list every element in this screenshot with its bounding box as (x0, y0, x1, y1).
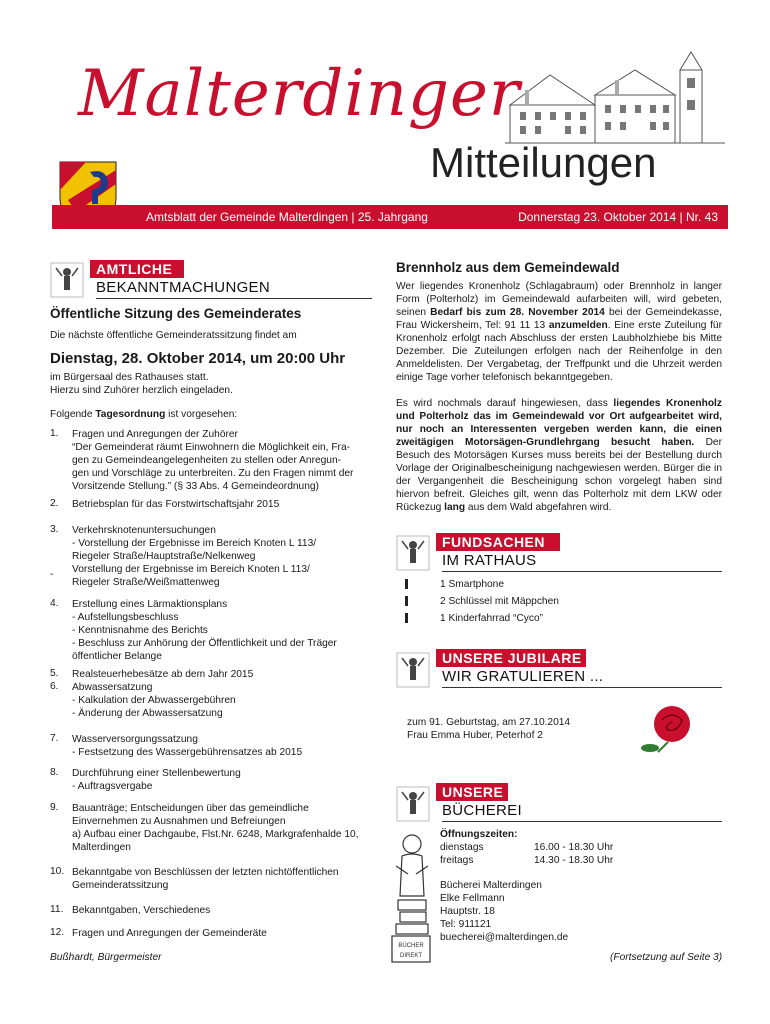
section-title-amtliche: AMTLICHE (90, 260, 184, 278)
section-sub-bekanntmachungen: BEKANNTMACHUNGEN (96, 279, 372, 299)
lib-day: freitags (440, 855, 474, 866)
lib-time: 14.30 - 18.30 Uhr (534, 855, 614, 866)
agenda-intro: Folgende Tagesordnung ist vorgesehen: (50, 409, 238, 420)
banner-right: Donnerstag 23. Oktober 2014 | Nr. 43 (518, 210, 718, 224)
section-title-fundsachen: FUNDSACHEN (436, 533, 560, 551)
town-crier-icon (396, 535, 430, 571)
agenda-item-line: Verkehrsknotenuntersuchungen (72, 525, 216, 536)
agenda-item-line: Abwassersatzung (72, 682, 153, 693)
agenda-item-line: - Kenntnisnahme des Berichts (72, 625, 208, 636)
heading-oeffentliche-sitzung: Öffentliche Sitzung des Gemeinderates (50, 306, 302, 321)
agenda-item-line: - Aufstellungsbeschluss (72, 612, 179, 623)
agenda-item-number: 3. (50, 524, 59, 535)
agenda-item (72, 498, 382, 511)
agenda-item-line: Betriebsplan für das Forstwirtschaftsjahr 2015 (72, 499, 280, 510)
agenda-item-line: gen zu Gemeindeangelegenheiten zu stellen oder Anregun- (72, 455, 342, 466)
agenda-item (72, 802, 382, 854)
section-sub-rathaus: IM RATHAUS (442, 552, 722, 572)
agenda-item-line: Bekanntgabe von Beschlüssen der letzten nichtöffentlichen (72, 867, 339, 878)
signature: Bußhardt, Bürgermeister (50, 952, 162, 963)
brennholz-text: Wer liegendes Kronenholz (Schlagabraum) oder Brennholz in langer Form (Polterholz) im Gemeindewald aufarbeiten will, wird gebeten, seinen Bedarf bis zum 28. November 2014 bei der Gemeindekasse, Frau Wickersheim, Tel: 91 11 13 anzumelden. Eine erste Zuteilung für Kronenholz erfolgt nach Abschluss der ersten Laubholzhiebe bis Mitte Dezember. Die Zuteilungen erfolgen nach der Reihenfolge in den Anmeldelisten. Der Vergabetag, der Treffpunkt und die Uhrzeit werden einige Tage vorher telefonisch bekanntgegeben. Es wird nochmals darauf hingewiesen, dass liegendes Kronenholz und Polterholz das im Gemeindewald vor Ort aufgearbeitet wird, nur noch an Interessenten vergeben werden kann, die einen zweitägigen Motorsägen-Grundlehrgang besucht haben. Der Besuch des Motorsägen Kurses muss bereits bei der Bestellung durch Vorlage der Originalbescheinigung nachgewiesen werden. Bürger die in der Vergangenheit die Bescheinigung schon vorgelegt haben sind hiervon befreit. Gleiches gilt, wenn das Polterholz mit dem LKW oder Rückezug lang aus dem Wald abgefahren wird. (396, 281, 722, 513)
svg-text:DIREKT: DIREKT (399, 953, 423, 959)
place-line-1: im Bürgersaal des Rathauses statt. (50, 372, 209, 383)
fund-item: 1 Smartphone (440, 579, 504, 590)
town-crier-icon (50, 262, 84, 298)
agenda-item-line: - Auftragsvergabe (72, 781, 153, 792)
list-bullet (405, 579, 408, 589)
agenda-item-line: Wasserversorgungssatzung (72, 734, 198, 745)
agenda-item-line: Bauanträge; Entscheidungen über das gemeindliche (72, 803, 309, 814)
agenda-item-number: 4. (50, 598, 59, 609)
agenda-item (72, 767, 382, 793)
masthead-banner (52, 205, 728, 229)
agenda-item-line: gen und Vorschläge zu unterbreiten. Zu den Fragen nimmt der (72, 468, 354, 479)
fund-item: 1 Kinderfahrrad “Cyco” (440, 613, 544, 624)
banner-left: Amtsblatt der Gemeinde Malterdingen | 25. Jahrgang (146, 210, 428, 224)
agenda-item-number: 9. (50, 802, 59, 813)
jubilar-line-2: Frau Emma Huber, Peterhof 2 (407, 730, 543, 741)
svg-text:BÜCHER: BÜCHER (398, 943, 424, 949)
town-crier-icon (396, 786, 430, 822)
agenda-item-line: Einvernehmen zu Ausnahmen und Befreiungen (72, 816, 286, 827)
agenda-item-number: 1. (50, 428, 59, 439)
lib-email-link[interactable]: buecherei@malterdingen.de (440, 932, 569, 943)
agenda-item-line: Malterdingen (72, 842, 131, 853)
agenda-item-line: - Festsetzung des Wassergebührensatzes ab 2015 (72, 747, 303, 758)
lib-address-line: Tel: 911121 (440, 919, 492, 930)
agenda-item-line: a) Aufbau einer Dachgaube, Flst.Nr. 6248, Markgrafenhalde 10, (72, 829, 359, 840)
agenda-item-line: Bekanntgaben, Verschiedenes (72, 905, 211, 916)
section-title-unsere: UNSERE (436, 783, 508, 801)
date-heading: Dienstag, 28. Oktober 2014, um 20:00 Uhr (50, 350, 346, 367)
section-sub-buecherei: BÜCHEREI (442, 802, 722, 822)
agenda-item-line: Erstellung eines Lärmaktionsplans (72, 599, 228, 610)
agenda-item-number: 11. (50, 904, 64, 915)
masthead-title-sub: Mitteilungen (430, 139, 657, 186)
reader-figure-icon (388, 826, 434, 966)
agenda-item-line: Fragen und Anregungen der Zuhörer (72, 429, 238, 440)
agenda-item-line: Fragen und Anregungen der Gemeinderäte (72, 928, 267, 939)
section-title-jubilare: UNSERE JUBILARE (436, 649, 586, 667)
agenda-item-line: Gemeinderatssitzung (72, 880, 169, 891)
section-sub-gratulieren: WIR GRATULIEREN ... (442, 668, 722, 688)
agenda-item (72, 524, 382, 589)
agenda-item-number: 8. (50, 767, 59, 778)
agenda-item-line: “Der Gemeinderat räumt Einwohnern die Möglichkeit ein, Fra- (72, 442, 351, 453)
agenda-item-line: Durchführung einer Stellenbewertung (72, 768, 241, 779)
list-bullet (405, 596, 408, 606)
agenda-item-number: 6. (50, 681, 59, 692)
jubilar-line-1: zum 91. Geburtstag, am 27.10.2014 (407, 717, 571, 728)
agenda-item-line: - Beschluss zur Anhörung der Öffentlichkeit und der Träger (72, 638, 337, 649)
masthead-title-script: Malterdinger (78, 57, 521, 131)
place-line-2: Hierzu sind Zuhörer herzlich eingeladen. (50, 385, 233, 396)
rose-icon (638, 702, 698, 754)
agenda-item-number: 7. (50, 733, 59, 744)
fund-item: 2 Schlüssel mit Mäppchen (440, 596, 559, 607)
agenda-item-number: 2. (50, 498, 59, 509)
lib-address-line: Elke Fellmann (440, 893, 505, 904)
lib-hours-label: Öffnungszeiten: (440, 829, 518, 840)
agenda-item-line: - Vorstellung der Ergebnisse im Bereich Knoten L 113/ (72, 538, 317, 549)
lib-day: dienstags (440, 842, 484, 853)
agenda-item (72, 733, 382, 759)
agenda-item-line: Realsteuerhebesätze ab dem Jahr 2015 (72, 669, 254, 680)
agenda-item-number: 5. (50, 668, 59, 679)
lib-address-line: Hauptstr. 18 (440, 906, 495, 917)
agenda-item-line: Riegeler Straße/Weißmattenweg (72, 577, 220, 588)
agenda-item-line: - Kalkulation der Abwassergebühren (72, 695, 236, 706)
agenda-item-number: 12. (50, 927, 65, 938)
agenda-item-line: öffentlicher Belange (72, 651, 162, 662)
townhall-drawing (505, 50, 730, 150)
agenda-item (72, 598, 382, 663)
lib-time: 16.00 - 18.30 Uhr (534, 842, 614, 853)
agenda-item (72, 668, 382, 681)
agenda-item (72, 904, 382, 917)
agenda-item (72, 866, 382, 892)
agenda-item (72, 927, 382, 940)
list-bullet (405, 613, 408, 623)
agenda-item (72, 681, 382, 720)
heading-brennholz: Brennholz aus dem Gemeindewald (396, 260, 620, 275)
lib-address-line: Bücherei Malterdingen (440, 880, 542, 891)
item3-dash: - (50, 569, 54, 580)
agenda-item (72, 428, 382, 493)
agenda-item-line: - Änderung der Abwassersatzung (72, 708, 223, 719)
agenda-item-line: Riegeler Straße/Hauptstraße/Nelkenweg (72, 551, 256, 562)
town-crier-icon (396, 652, 430, 688)
intro-text: Die nächste öffentliche Gemeinderatssitzung findet am (50, 330, 297, 341)
continued-note: (Fortsetzung auf Seite 3) (610, 952, 723, 963)
agenda-item-line: Vorsitzende Stellung.” (§ 33 Abs. 4 Gemeindeordnung) (72, 481, 319, 492)
agenda-item-line: Vorstellung der Ergebnisse im Bereich Knoten L 113/ (72, 564, 310, 575)
agenda-item-number: 10. (50, 866, 65, 877)
